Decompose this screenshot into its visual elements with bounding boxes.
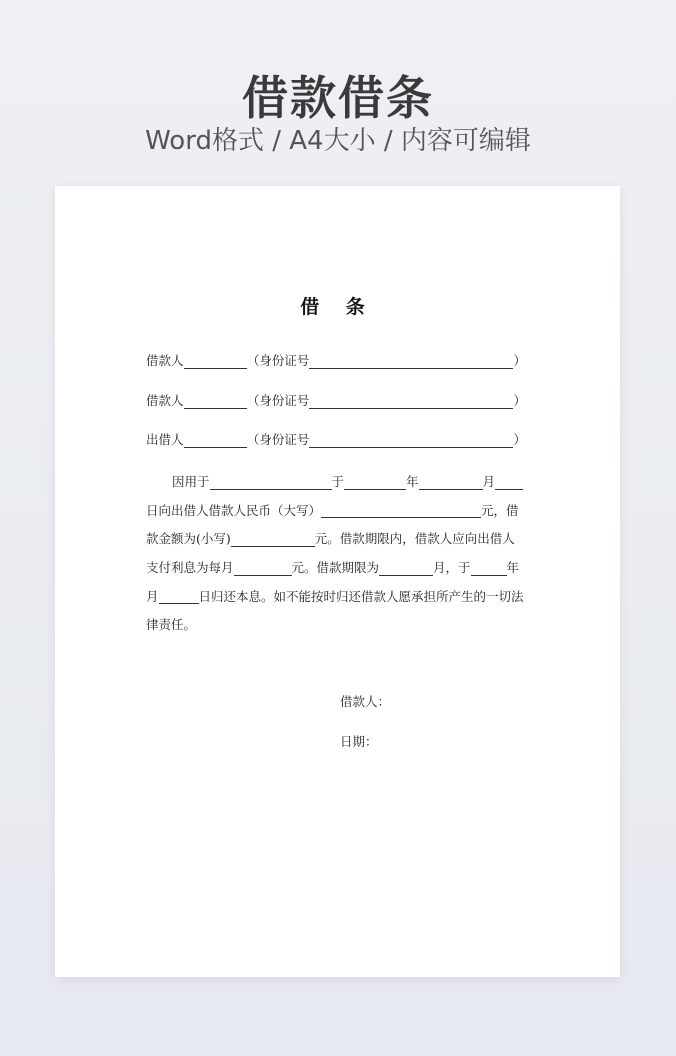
text-segment: 元。借款期限为 — [291, 560, 380, 576]
document-title: 借 条 — [300, 296, 375, 318]
id-close: ） — [513, 393, 526, 408]
text-segment: 年 — [506, 560, 520, 576]
borrower-name-blank[interactable] — [184, 355, 247, 369]
id-label: （身份证号 — [246, 353, 310, 368]
text-segment: 日归还本息。如不能按时归还借款人愿承担所产生的一切法 — [198, 588, 524, 604]
borrower-row-2 — [146, 391, 526, 409]
terms-line-2 — [146, 497, 530, 526]
day-blank[interactable] — [495, 478, 523, 490]
borrower-row-1 — [146, 351, 526, 369]
id-number-blank[interactable] — [309, 355, 513, 369]
purpose-label: 因用于 — [172, 473, 210, 489]
text-segment: 年 — [406, 473, 419, 489]
term-months-blank[interactable] — [379, 564, 433, 576]
text-segment: 月 — [482, 473, 496, 489]
terms-line-4 — [146, 554, 530, 583]
lender-name-blank[interactable] — [184, 434, 247, 448]
id-close: ） — [513, 432, 526, 447]
text-segment: 元，借 — [481, 502, 519, 518]
loan-terms-paragraph — [146, 468, 530, 640]
text-segment: 于 — [331, 473, 345, 489]
text-segment: 日向出借人借款人民币（大写） — [146, 502, 322, 518]
banner-title: 借款借条 — [242, 71, 434, 125]
month-blank[interactable] — [419, 478, 483, 490]
repay-year-blank[interactable] — [471, 564, 507, 576]
id-label: （身份证号 — [246, 393, 310, 408]
amount-figures-blank[interactable] — [231, 535, 315, 547]
text-segment: 支付利息为每月 — [146, 560, 234, 576]
text-segment: 律责任。 — [146, 617, 197, 633]
repay-month-blank[interactable] — [159, 592, 199, 604]
terms-line-3 — [146, 525, 530, 554]
id-label: （身份证号 — [246, 432, 310, 447]
amount-words-blank[interactable] — [321, 506, 481, 518]
id-close: ） — [513, 353, 526, 368]
borrower-name-blank[interactable] — [184, 395, 247, 409]
terms-line-5 — [146, 583, 530, 612]
text-segment: 元。借款期限内，借款人应向出借人 — [314, 531, 515, 547]
borrower-signature: 借款人： — [340, 694, 391, 709]
date-signature: 日期： — [340, 734, 378, 749]
party-label: 借款人 — [146, 353, 184, 368]
purpose-blank[interactable] — [210, 478, 332, 490]
text-segment: 款金额为(小写) — [146, 531, 231, 547]
terms-line-1 — [146, 468, 530, 497]
party-label: 出借人 — [146, 432, 184, 447]
document-page — [55, 186, 620, 977]
terms-line-6 — [146, 611, 530, 640]
year-blank[interactable] — [344, 478, 406, 490]
id-number-blank[interactable] — [309, 434, 513, 448]
lender-row — [146, 430, 526, 448]
party-label: 借款人 — [146, 393, 184, 408]
monthly-interest-blank[interactable] — [234, 564, 292, 576]
id-number-blank[interactable] — [309, 395, 513, 409]
text-segment: 月 — [146, 588, 159, 604]
text-segment: 月，于 — [433, 560, 471, 576]
banner-subtitle: Word格式 / A4大小 / 内容可编辑 — [145, 126, 531, 156]
